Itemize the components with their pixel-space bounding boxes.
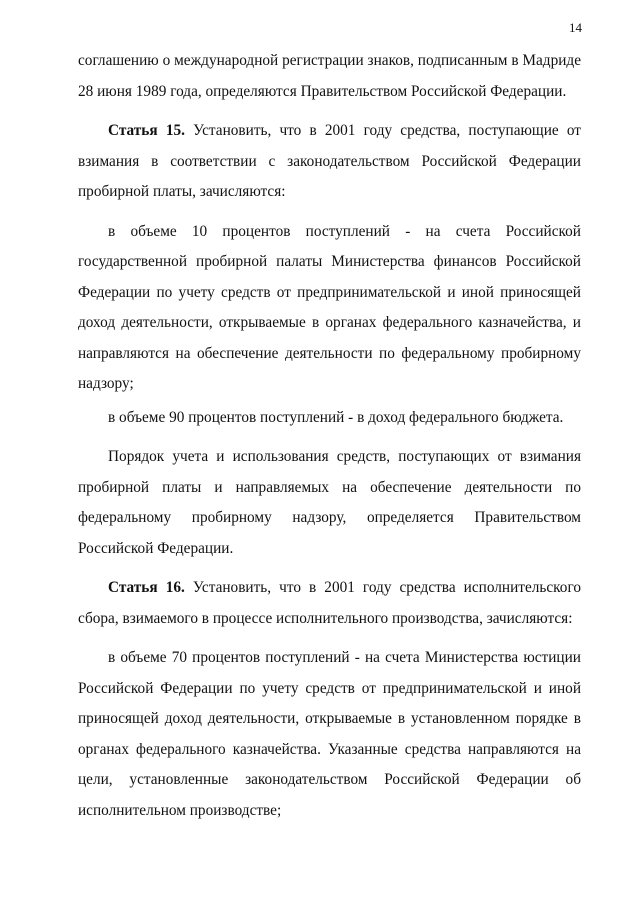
article-16-text: Установить, что в 2001 году средства исполнительского сбора, взимаемого в процессе исполнительного производства, зачисляются:: [78, 579, 582, 627]
paragraph-article-16: [78, 573, 581, 634]
paragraph-70-percent: в объеме 70 процентов поступлений - на счета Министерства юстиции Российской Федерации по учету средств от предпринимательской и иной приносящей доход деятельности, открываемые в установленном порядке в органах федерального казначейства. Указанные средства направляются на цели, установленные законодательством Российской Федерации об исполнительном производстве;: [78, 649, 581, 819]
paragraph-continuation: соглашению о международной регистрации знаков, подписанным в Мадриде 28 июня 1989 года, определяются Правительством Российской Федерации.: [78, 52, 581, 100]
paragraph-procedure: Порядок учета и использования средств, поступающих от взимания пробирной платы и направляемых на обеспечение деятельности по федеральному пробирному надзору, определяется Правительством Российской Федерации.: [78, 448, 581, 557]
paragraph-10-percent: в объеме 10 процентов поступлений - на счета Российской государственной пробирной палаты Министерства финансов Российской Федерации по учету средств от предпринимательской и иной приносящей доход деятельности, открываемые в органах федерального казначейства, и направляются на обеспечение деятельности по федеральному пробирному надзору;: [78, 222, 581, 392]
paragraph-90-percent: в объеме 90 процентов поступлений - в доход федерального бюджета.: [108, 408, 564, 426]
article-15-heading: Статья 15.: [108, 122, 185, 139]
page-number: 14: [569, 20, 582, 35]
document-body: [78, 46, 581, 835]
paragraph-article-15: [78, 116, 581, 208]
article-16-heading: Статья 16.: [108, 579, 185, 596]
article-15-text: Установить, что в 2001 году средства, поступающие от взимания в соответствии с законодательством Российской Федерации пробирной платы, зачисляются:: [78, 122, 581, 200]
